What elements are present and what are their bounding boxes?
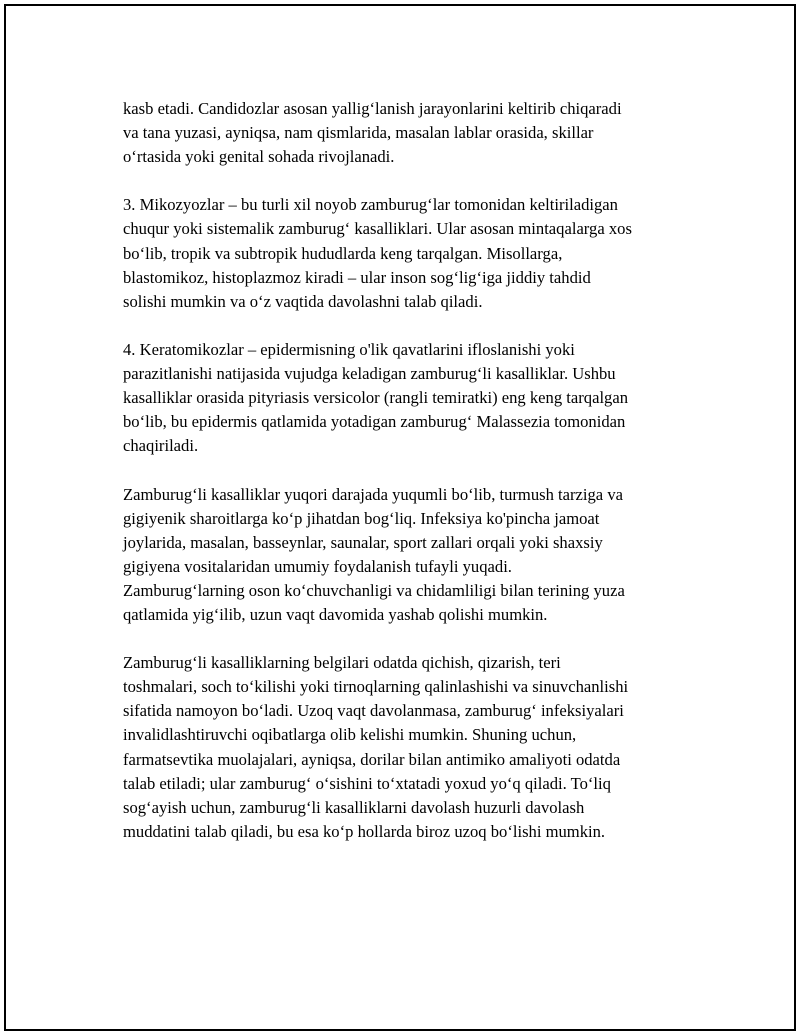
paragraph-keratomikozlar: 4. Keratomikozlar – epidermisning o'lik qavatlarini ifloslanishi yoki parazitlanishi natijasida vujudga keladigan zamburug‘li kasalliklar. Ushbu kasalliklar orasida pityriasis versicolor (rangli temiratki) eng keng tarqalgan bo‘lib, bu epidermis qatlamida yotadigan zamburug‘ Malassezia tomonidan chaqiriladi. <box>123 339 629 456</box>
paragraph-transmission: Zamburug‘li kasalliklar yuqori darajada yuqumli bo‘lib, turmush tarziga va gigiyenik sharoitlarga ko‘p jihatdan bog‘liq. Infeksiya ko'pincha jamoat joylarida, masalan, basseynlar, saunalar, sport zallari orqali yoki shaxsiy gigiyena vositalaridan umumiy foydalanish tufayli yuqadi. Zamburug‘larning oson ko‘chuvchanligi va chidamliligi bilan terining yuza qatlamida yig‘ilib, uzun vaqt davomida yashab qolishi mumkin. <box>123 484 625 624</box>
paragraph-candidoz-continuation: kasb etadi. Candidozlar asosan yallig‘lanish jarayonlarini keltirib chiqaradi va tana yuzasi, ayniqsa, nam qismlarida, masalan lablar orasida, skillar o‘rtasida yoki genital sohada rivojlanadi. <box>123 99 622 167</box>
document-body <box>123 97 713 844</box>
paragraph-mikozyozlar: 3. Mikozyozlar – bu turli xil noyob zamburug‘lar tomonidan keltiriladigan chuqur yoki sistemalik zamburug‘ kasalliklari. Ular asosan mintaqalarga xos bo‘lib, tropik va subtropik hududlarda keng tarqalgan. Misollarga, blastomikoz, histoplazmoz kiradi – ular inson sog‘lig‘iga jiddiy tahdid solishi mumkin va o‘z vaqtida davolashni talab qiladi. <box>123 195 632 311</box>
page-frame <box>4 4 796 1031</box>
paragraph-symptoms-treatment: Zamburug‘li kasalliklarning belgilari odatda qichish, qizarish, teri toshmalari, soch to‘kilishi yoki tirnoqlarning qalinlashishi va sinuvchanlishi sifatida namoyon bo‘ladi. Uzoq vaqt davolanmasa, zamburug‘ infeksiyalari invalidlashtiruvchi oqibatlarga olib kelishi mumkin. Shuning uchun, farmatsevtika muolajalari, ayniqsa, dorilar bilan antimiko amaliyoti odatda talab etiladi; ular zamburug‘ o‘sishini to‘xtatadi yoxud yo‘q qiladi. To‘liq sog‘ayish uchun, zamburug‘li kasalliklarni davolash huzurli davolash muddatini talab qiladi, bu esa ko‘p hollarda biroz uzoq bo‘lishi mumkin. <box>123 653 629 841</box>
